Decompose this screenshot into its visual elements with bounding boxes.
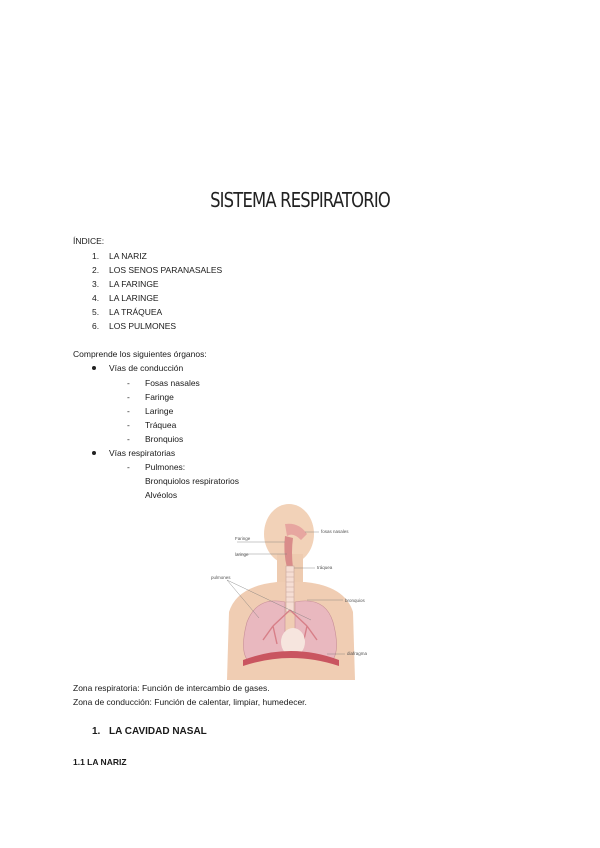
dash-icon: -: [127, 392, 130, 402]
dash-icon: -: [127, 378, 130, 388]
section-number: 1.: [92, 726, 101, 737]
index-num: 6.: [92, 321, 100, 331]
bullet-icon: [92, 451, 96, 455]
conduction-item: Tráquea: [145, 420, 177, 430]
dash-icon: -: [127, 462, 130, 472]
label-bronquios: bronquios: [345, 598, 365, 603]
dash-icon: -: [127, 406, 130, 416]
conduction-item: Bronquios: [145, 434, 184, 444]
section-title: LA CAVIDAD NASAL: [109, 726, 207, 737]
bullet-icon: [92, 366, 96, 370]
index-num: 1.: [92, 251, 100, 261]
label-laringe: laringe: [235, 552, 249, 557]
organs-intro: Comprende los siguientes órganos:: [73, 349, 207, 359]
respiratory-system-illustration: [207, 502, 377, 680]
respiratory-label: Vías respiratorias: [109, 448, 176, 458]
index-item: LOS SENOS PARANASALES: [109, 265, 223, 275]
label-pulmones: pulmones: [211, 575, 231, 580]
dash-icon: -: [127, 434, 130, 444]
index-item: LA NARIZ: [109, 251, 147, 261]
index-num: 3.: [92, 279, 100, 289]
label-traquea: tráquea: [317, 565, 333, 570]
index-item: LA TRÁQUEA: [109, 307, 163, 317]
label-diafragma: diafragma: [347, 651, 368, 656]
conduction-item: Fosas nasales: [145, 378, 200, 388]
zone-respiratory: Zona respiratoria: Función de intercambio de gases.: [73, 683, 270, 693]
respiratory-item: Alvéolos: [145, 490, 178, 500]
index-num: 4.: [92, 293, 100, 303]
zone-conduction: Zona de conducción: Función de calentar, limpiar, humedecer.: [73, 697, 307, 707]
conduction-item: Faringe: [145, 392, 174, 402]
index-num: 2.: [92, 265, 100, 275]
index-item: LOS PULMONES: [109, 321, 177, 331]
conduction-item: Laringe: [145, 406, 174, 416]
label-faringe: Faringe: [235, 536, 251, 541]
subsection-title: 1.1 LA NARIZ: [73, 757, 127, 767]
conduction-label: Vías de conducción: [109, 363, 184, 373]
dash-icon: -: [127, 420, 130, 430]
index-heading: ÍNDICE:: [73, 236, 105, 246]
index-item: LA FARINGE: [109, 279, 159, 289]
index-item: LA LARINGE: [109, 293, 159, 303]
index-num: 5.: [92, 307, 100, 317]
respiratory-item: Pulmones:: [145, 462, 186, 472]
label-fosas-nasales: fosas nasales: [321, 529, 349, 534]
respiratory-item: Bronquiolos respiratorios: [145, 476, 240, 486]
page-title: SISTEMA RESPIRATORIO: [210, 188, 390, 212]
